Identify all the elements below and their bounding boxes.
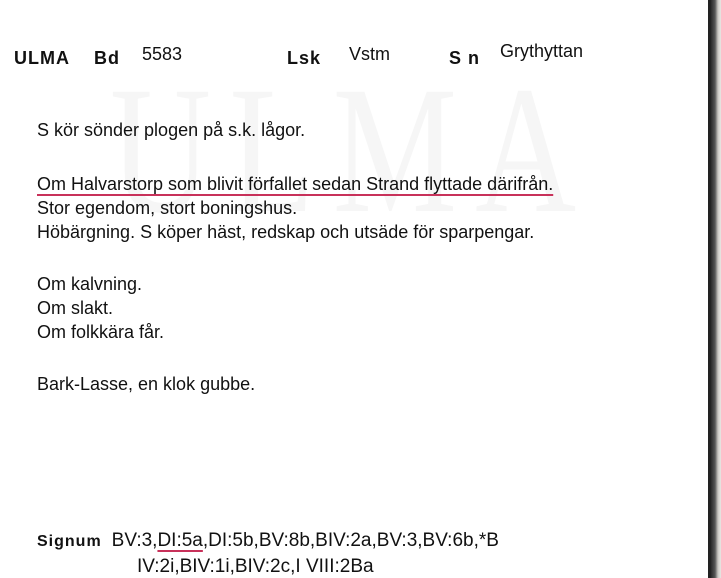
bd-value: 5583	[142, 44, 183, 64]
body-line: S kör sönder plogen på s.k. lågor.	[37, 120, 306, 140]
card-body	[37, 118, 553, 396]
body-line: Om kalvning.	[37, 274, 143, 294]
lsk-value: Vstm	[349, 44, 391, 64]
sn-value: Grythyttan	[500, 41, 584, 61]
body-line: Bark-Lasse, en klok gubbe.	[37, 374, 256, 394]
body-line: Höbärgning. S köper häst, redskap och utsäde för sparpengar.	[37, 222, 535, 242]
body-line: Stor egendom, stort boningshus.	[37, 198, 298, 218]
signum-block	[37, 528, 499, 577]
signum-codes-pre: BV:3,	[111, 530, 158, 551]
card-right-edge	[711, 0, 721, 578]
body-line: Om folkkära får.	[37, 322, 165, 342]
signum-codes-post: ,DI:5b,BV:8b,BIV:2a,BV:3,BV:6b,*B	[202, 530, 499, 551]
lsk-label: Lsk	[287, 48, 322, 68]
archive-label: ULMA	[14, 48, 70, 68]
body-line: Om slakt.	[37, 298, 114, 318]
signum-code-underlined: DI:5a	[157, 530, 203, 551]
bd-label: Bd	[94, 48, 120, 68]
signum-codes-line2: IV:2i,BIV:1i,BIV:2c,I VIII:2Ba	[137, 556, 374, 577]
sn-label: S n	[449, 48, 481, 68]
underlined-text: Om Halvarstorp som blivit förfallet sedan Strand flyttade därifrån.	[37, 174, 554, 194]
signum-label: Signum	[37, 533, 102, 550]
body-line-underlined	[37, 172, 553, 196]
